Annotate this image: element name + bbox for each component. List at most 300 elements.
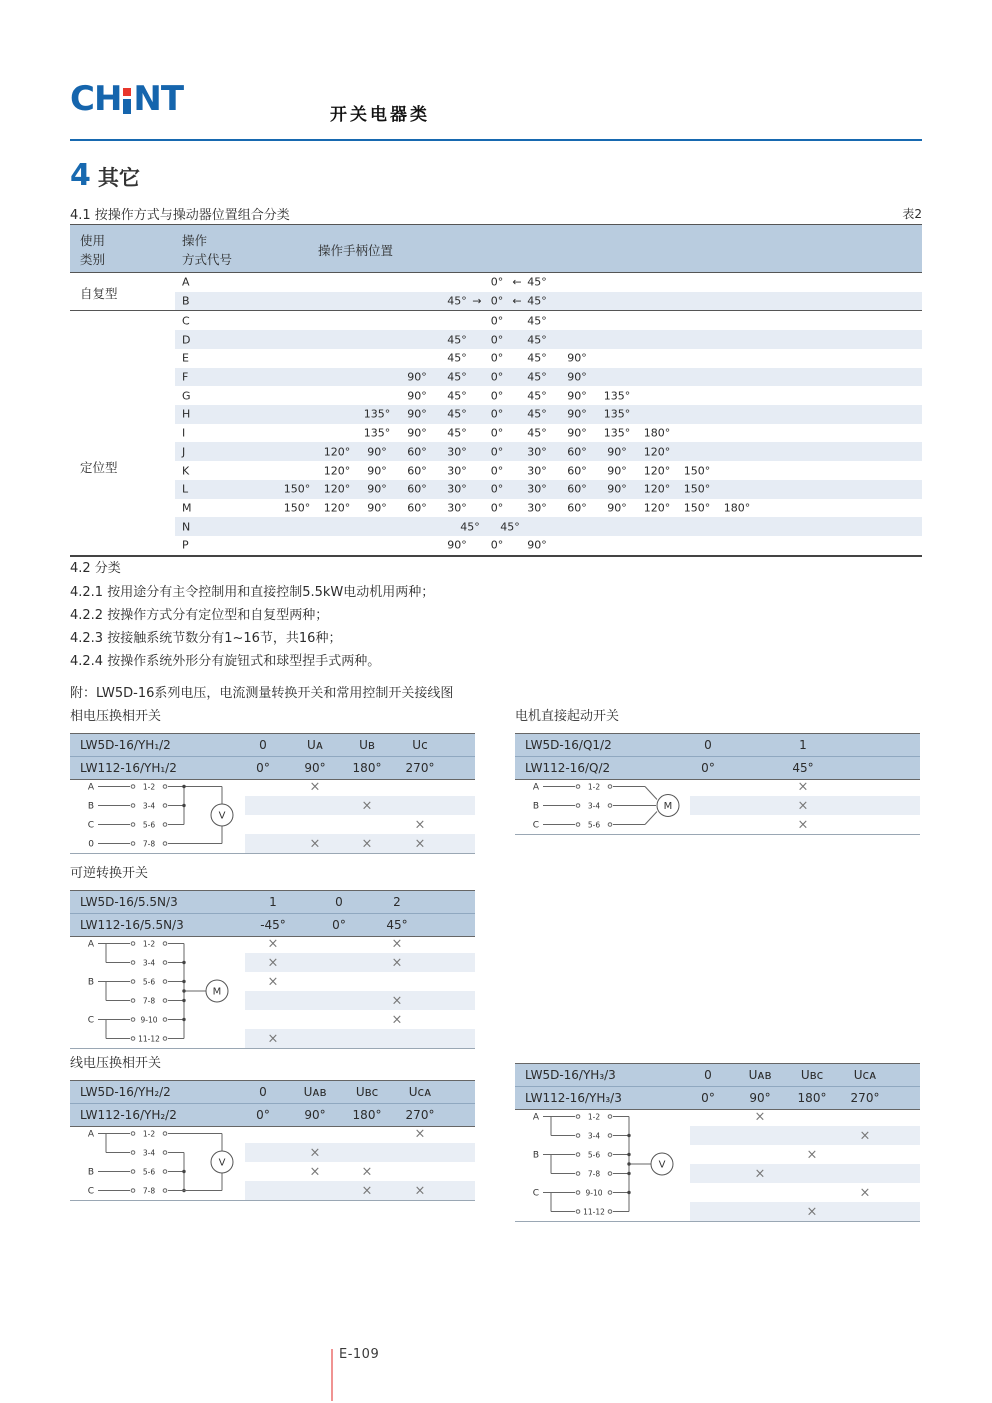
table-row: [70, 405, 922, 424]
contact-mark: ×: [391, 993, 403, 1008]
wiring-section-phase-voltage-switch: [70, 705, 475, 855]
angle-value: 45°: [447, 370, 467, 384]
angle-value: 90°: [567, 370, 587, 384]
terminal-icon: [163, 785, 167, 789]
position-header: Uᴀ: [307, 738, 323, 752]
junction-dot-icon: [182, 785, 185, 788]
wiring-section-title: 可逆转换开关: [70, 866, 149, 881]
grid-row-stripe: [245, 1181, 475, 1200]
phase-label: C: [532, 820, 539, 831]
handle-angle-row: [70, 756, 475, 779]
junction-dot-icon: [627, 1191, 630, 1194]
angle-value: 135°: [363, 426, 391, 440]
angle-value: 45°: [527, 275, 547, 289]
angle-value: 120°: [323, 464, 351, 478]
section-number: 4: [70, 158, 91, 193]
contact-mark: ×: [414, 1126, 426, 1141]
position-angle: 270°: [405, 761, 435, 775]
row-code: P: [182, 538, 189, 552]
contact-pair-label: 9-10: [585, 1188, 603, 1198]
phase-label: A: [87, 1129, 94, 1140]
phase-label: C: [87, 1186, 94, 1197]
terminal-icon: [608, 1115, 612, 1119]
terminal-icon: [163, 1170, 167, 1174]
terminal-icon: [163, 804, 167, 808]
position-angle: 0°: [701, 1091, 715, 1105]
position-angle: 270°: [850, 1091, 880, 1105]
angle-value: 30°: [527, 464, 547, 478]
terminal-icon: [163, 942, 167, 946]
position-header: Uᴄ: [412, 738, 428, 752]
angle-value: 180°: [643, 426, 671, 440]
row-stripe: [175, 442, 922, 461]
header-handle-position: 操作手柄位置: [318, 243, 394, 258]
model-name-row: [515, 1064, 920, 1086]
usage-group-label: 定位型: [80, 460, 118, 475]
position-header: 0: [259, 738, 267, 752]
section-heading: [70, 158, 140, 193]
terminal-icon: [608, 823, 612, 827]
model-name: LW5D-16/YH₃/3: [525, 1068, 616, 1082]
table-row: [70, 424, 922, 443]
junction-dot-icon: [627, 1172, 630, 1175]
contact-mark: ×: [267, 955, 279, 970]
contact-marks-grid: [515, 777, 920, 835]
contact-mark: ×: [859, 1185, 871, 1200]
angle-value: 150°: [683, 482, 711, 496]
contact-mark: ×: [391, 1012, 403, 1027]
grid-row-stripe: [690, 1164, 920, 1183]
angle-value: 30°: [447, 501, 467, 515]
row-code: C: [182, 314, 190, 328]
contact-mark: ×: [267, 936, 279, 951]
position-header: Uᴀʙ: [303, 1085, 327, 1099]
wiring-section-title: 线电压换相开关: [70, 1056, 162, 1071]
row-code: I: [182, 426, 186, 440]
position-header: 0: [259, 1085, 267, 1099]
wiring-section-title: 相电压换相开关: [70, 709, 162, 724]
position-header: 1: [799, 738, 807, 752]
terminal-icon: [131, 804, 135, 808]
contact-pair-label: 3-4: [142, 958, 156, 968]
junction-dot-icon: [627, 1162, 630, 1165]
terminal-icon: [163, 842, 167, 846]
angle-value: 0°: [490, 314, 504, 328]
terminal-icon: [576, 1115, 580, 1119]
model-name: LW5D-16/5.5N/3: [80, 895, 178, 909]
angle-value: 0°: [490, 275, 504, 289]
page-number: E-109: [339, 1347, 380, 1362]
terminal-icon: [163, 1037, 167, 1041]
model-name: LW5D-16/Q1/2: [525, 738, 612, 752]
appendix-note: 附：LW5D-16系列电压，电流测量转换开关和常用控制开关接线图: [70, 686, 454, 701]
phase-label: B: [532, 801, 539, 812]
terminal-icon: [131, 842, 135, 846]
model-header-table: [515, 733, 920, 780]
position-header: 2: [393, 895, 401, 909]
table-row: [70, 311, 922, 330]
contact-pair-label: 7-8: [142, 996, 156, 1006]
angle-value: 45°: [527, 370, 547, 384]
model-name: LW5D-16/YH₂/2: [80, 1085, 171, 1099]
row-stripe: [175, 405, 922, 424]
angle-value: 90°: [567, 426, 587, 440]
position-angle: 45°: [792, 761, 814, 775]
contact-pair-label: 1-2: [142, 1129, 156, 1139]
row-code: M: [182, 501, 192, 515]
angle-value: 90°: [607, 501, 627, 515]
angle-value: 0°: [490, 370, 504, 384]
arrow-icon: ←: [512, 275, 522, 289]
junction-dot-icon: [182, 999, 185, 1002]
angle-value: 30°: [447, 482, 467, 496]
header-mode-line1: 操作: [182, 233, 208, 248]
grid-row-stripe: [245, 1143, 475, 1162]
contact-mark: ×: [267, 974, 279, 989]
terminal-icon: [131, 961, 135, 965]
footer-accent-line: [331, 1349, 333, 1401]
position-angle: -45°: [260, 918, 286, 932]
position-header: Uʙ: [359, 738, 375, 752]
angle-value: 90°: [407, 426, 427, 440]
position-angle: 270°: [405, 1108, 435, 1122]
contact-pair-label: 5-6: [587, 1150, 601, 1160]
table-row: [70, 442, 922, 461]
angle-value: 90°: [607, 464, 627, 478]
contact-mark: ×: [391, 955, 403, 970]
note-item-2: 4.2.2 按操作方式分有定位型和自复型两种；: [70, 608, 329, 623]
chint-logo: [70, 79, 184, 119]
angle-value: 90°: [407, 370, 427, 384]
contact-pair-label: 1-2: [587, 1112, 601, 1122]
angle-value: 45°: [527, 351, 547, 365]
row-code: K: [182, 464, 190, 478]
usage-group-label: 自复型: [80, 286, 118, 301]
grid-row-stripe: [690, 1202, 920, 1221]
junction-dot-icon: [182, 961, 185, 964]
angle-value: 60°: [567, 501, 587, 515]
terminal-icon: [576, 804, 580, 808]
logo-i-icon: [123, 88, 131, 114]
junction-dot-icon: [182, 1018, 185, 1021]
angle-value: 135°: [603, 407, 631, 421]
row-stripe: [175, 368, 922, 387]
angle-value: 90°: [367, 501, 387, 515]
angle-value: 90°: [367, 445, 387, 459]
angle-value: 135°: [603, 426, 631, 440]
angle-value: 90°: [567, 389, 587, 403]
terminal-icon: [131, 942, 135, 946]
angle-value: 90°: [527, 538, 547, 552]
grid-row-stripe: [690, 1126, 920, 1145]
terminal-icon: [131, 1151, 135, 1155]
contact-mark: ×: [309, 836, 321, 851]
row-stripe: [175, 330, 922, 349]
position-angle: 0°: [256, 1108, 270, 1122]
angle-value: 90°: [567, 407, 587, 421]
notes-heading: 4.2 分类: [70, 561, 121, 576]
wiring-section-motor-direct-start-switch: [515, 705, 920, 836]
contact-pair-label: 1-2: [142, 782, 156, 792]
position-header: 0: [704, 1068, 712, 1082]
wiring-diagram: [517, 1107, 687, 1221]
angle-value: 90°: [567, 351, 587, 365]
angle-value: 120°: [643, 501, 671, 515]
contact-pair-label: 5-6: [142, 1167, 156, 1177]
angle-value: 0°: [490, 389, 504, 403]
row-code: F: [182, 370, 189, 384]
angle-value: 60°: [407, 501, 427, 515]
terminal-icon: [576, 1134, 580, 1138]
contact-pair-label: 11-12: [583, 1207, 605, 1217]
model-name: LW112-16/YH₂/2: [80, 1108, 177, 1122]
angle-value: 135°: [363, 407, 391, 421]
header-divider: [70, 139, 922, 141]
contact-pair-label: 11-12: [138, 1034, 160, 1044]
contact-mark: ×: [806, 1204, 818, 1219]
table-row: [70, 536, 922, 555]
contact-pair-label: 3-4: [587, 1131, 601, 1141]
angle-value: 90°: [367, 464, 387, 478]
angle-value: 120°: [323, 482, 351, 496]
contact-pair-label: 3-4: [142, 1148, 156, 1158]
terminal-icon: [163, 980, 167, 984]
angle-value: 0°: [490, 294, 504, 308]
terminal-icon: [163, 1151, 167, 1155]
contact-pair-label: 5-6: [142, 977, 156, 987]
angle-value: 30°: [527, 482, 547, 496]
model-name: LW112-16/Q/2: [525, 761, 611, 775]
position-angle: 90°: [304, 761, 326, 775]
meter-letter: M: [212, 986, 222, 998]
contact-mark: ×: [797, 779, 809, 794]
position-header: 0: [335, 895, 343, 909]
note-item-4: 4.2.4 按操作系统外形分有旋钮式和球型捏手式两种。: [70, 654, 381, 669]
section-title: 其它: [97, 166, 140, 190]
contact-mark: ×: [361, 1164, 373, 1179]
angle-value: 30°: [447, 445, 467, 459]
phase-label: 0: [88, 839, 94, 850]
logo-i-stem: [123, 99, 131, 114]
header-mode-line2: 方式代号: [182, 252, 233, 267]
terminal-icon: [163, 1018, 167, 1022]
angle-value: 180°: [723, 501, 751, 515]
terminal-icon: [131, 999, 135, 1003]
row-code: H: [182, 407, 191, 421]
position-angle: 180°: [352, 761, 382, 775]
contact-pair-label: 3-4: [587, 801, 601, 811]
angle-value: 90°: [447, 538, 467, 552]
angle-value: 0°: [490, 407, 504, 421]
angle-value: 60°: [407, 464, 427, 478]
angle-value: 60°: [567, 464, 587, 478]
position-header: 1: [269, 895, 277, 909]
contact-mark: ×: [859, 1128, 871, 1143]
contact-mark: ×: [361, 798, 373, 813]
position-header: Uᴄᴀ: [408, 1085, 432, 1099]
phase-label: C: [87, 1015, 94, 1026]
phase-label: A: [87, 939, 94, 950]
terminal-icon: [576, 785, 580, 789]
contact-pair-label: 7-8: [142, 839, 156, 849]
angle-value: 0°: [490, 482, 504, 496]
arrow-icon: ←: [512, 294, 522, 308]
table-row: [70, 349, 922, 368]
position-header: Uᴀʙ: [748, 1068, 772, 1082]
model-name: LW112-16/YH₁/2: [80, 761, 177, 775]
wiring-section-reversible-switch: [70, 862, 475, 1050]
position-header: 0: [704, 738, 712, 752]
terminal-icon: [608, 1210, 612, 1214]
terminal-icon: [131, 980, 135, 984]
terminal-icon: [608, 1134, 612, 1138]
terminal-icon: [608, 1153, 612, 1157]
junction-dot-icon: [182, 1170, 185, 1173]
terminal-icon: [131, 1037, 135, 1041]
junction-dot-icon: [627, 1134, 630, 1137]
contact-marks-grid: [70, 777, 475, 854]
contact-marks-grid: [515, 1107, 920, 1222]
position-angle: 90°: [749, 1091, 771, 1105]
angle-value: 45°: [460, 520, 480, 534]
model-header-table: [515, 1063, 920, 1110]
table-row: [70, 368, 922, 387]
terminal-icon: [576, 1210, 580, 1214]
angle-value: 120°: [643, 445, 671, 459]
position-header: Uʙᴄ: [355, 1085, 379, 1099]
subsection-heading: 4.1 按操作方式与操动器位置组合分类: [70, 208, 290, 223]
classification-table-header: [70, 224, 922, 273]
angle-value: 90°: [607, 482, 627, 496]
angle-value: 60°: [567, 445, 587, 459]
header-usage-line1: 使用: [80, 233, 106, 248]
angle-value: 45°: [447, 333, 467, 347]
phase-label: B: [87, 801, 94, 812]
page-category-title: 开关电器类: [330, 105, 430, 125]
table-row: [70, 517, 922, 536]
angle-value: 0°: [490, 333, 504, 347]
wiring-section-title: 电机直接起动开关: [515, 709, 620, 724]
model-name-row: [515, 734, 920, 756]
terminal-icon: [576, 1172, 580, 1176]
classification-table: [70, 224, 922, 557]
note-item-1: 4.2.1 按用途分有主令控制用和直接控制5.5kW电动机用两种；: [70, 585, 435, 600]
logo-letters-right: NT: [133, 79, 184, 119]
wiring-section-line-voltage-switch: [70, 1052, 475, 1202]
table-row: [70, 330, 922, 349]
phase-label: B: [532, 1150, 539, 1161]
position-header: Uᴄᴀ: [853, 1068, 877, 1082]
contact-pair-label: 1-2: [587, 782, 601, 792]
wire: [645, 787, 657, 800]
position-angle: 0°: [701, 761, 715, 775]
contact-pair-label: 5-6: [587, 820, 601, 830]
table-row: [70, 499, 922, 518]
row-stripe: [175, 517, 922, 536]
wiring-diagram: [517, 777, 687, 834]
angle-value: 0°: [490, 351, 504, 365]
grid-row-stripe: [245, 834, 475, 853]
phase-label: A: [532, 1112, 539, 1123]
classification-table-body: [70, 273, 922, 557]
row-code: A: [182, 275, 190, 289]
contact-pair-label: 5-6: [142, 820, 156, 830]
terminal-icon: [131, 1170, 135, 1174]
contact-mark: ×: [309, 1164, 321, 1179]
terminal-icon: [608, 1191, 612, 1195]
wiring-section-line-voltage-switch-3: [515, 1063, 920, 1223]
grid-row-stripe: [245, 991, 475, 1010]
meter-letter: V: [218, 810, 226, 822]
header-usage-line2: 类别: [80, 252, 106, 267]
logo-letters-left: CH: [70, 79, 122, 119]
position-angle: 0°: [256, 761, 270, 775]
grid-row-stripe: [245, 796, 475, 815]
angle-value: 45°: [527, 426, 547, 440]
position-angle: 0°: [332, 918, 346, 932]
model-name-row: [70, 734, 475, 756]
model-name: LW112-16/5.5N/3: [80, 918, 184, 932]
meter-letter: M: [663, 801, 673, 812]
meter-letter: V: [658, 1159, 666, 1171]
handle-angle-row: [70, 1103, 475, 1126]
terminal-icon: [163, 1132, 167, 1136]
angle-value: 90°: [407, 407, 427, 421]
angle-value: 30°: [527, 501, 547, 515]
junction-dot-icon: [182, 980, 185, 983]
terminal-icon: [608, 1172, 612, 1176]
angle-value: 150°: [683, 501, 711, 515]
row-code: L: [182, 482, 189, 496]
position-angle: 45°: [386, 918, 408, 932]
model-name-row: [70, 891, 475, 913]
contact-marks-grid: [70, 1124, 475, 1201]
contact-mark: ×: [361, 836, 373, 851]
angle-value: 90°: [607, 445, 627, 459]
angle-value: 45°: [527, 333, 547, 347]
angle-value: 60°: [407, 482, 427, 496]
model-name: LW112-16/YH₃/3: [525, 1091, 622, 1105]
angle-value: 60°: [567, 482, 587, 496]
terminal-icon: [131, 1189, 135, 1193]
contact-mark: ×: [391, 936, 403, 951]
angle-value: 150°: [683, 464, 711, 478]
angle-value: 45°: [500, 520, 520, 534]
contact-mark: ×: [797, 798, 809, 813]
angle-value: 135°: [603, 389, 631, 403]
contact-mark: ×: [806, 1147, 818, 1162]
model-name-row: [70, 1081, 475, 1103]
phase-label: C: [532, 1188, 539, 1199]
angle-value: 45°: [447, 294, 467, 308]
angle-value: 45°: [527, 294, 547, 308]
phase-label: C: [87, 820, 94, 831]
position-angle: 180°: [797, 1091, 827, 1105]
contact-mark: ×: [797, 817, 809, 832]
contact-mark: ×: [414, 1183, 426, 1198]
angle-value: 45°: [447, 407, 467, 421]
model-header-table: [70, 733, 475, 780]
terminal-icon: [576, 1153, 580, 1157]
row-code: E: [182, 351, 189, 365]
position-angle: 90°: [304, 1108, 326, 1122]
table-row: [70, 273, 922, 292]
angle-value: 150°: [283, 501, 311, 515]
contact-marks-grid: [70, 934, 475, 1049]
angle-value: 120°: [643, 482, 671, 496]
terminal-icon: [131, 1132, 135, 1136]
angle-value: 45°: [447, 351, 467, 365]
